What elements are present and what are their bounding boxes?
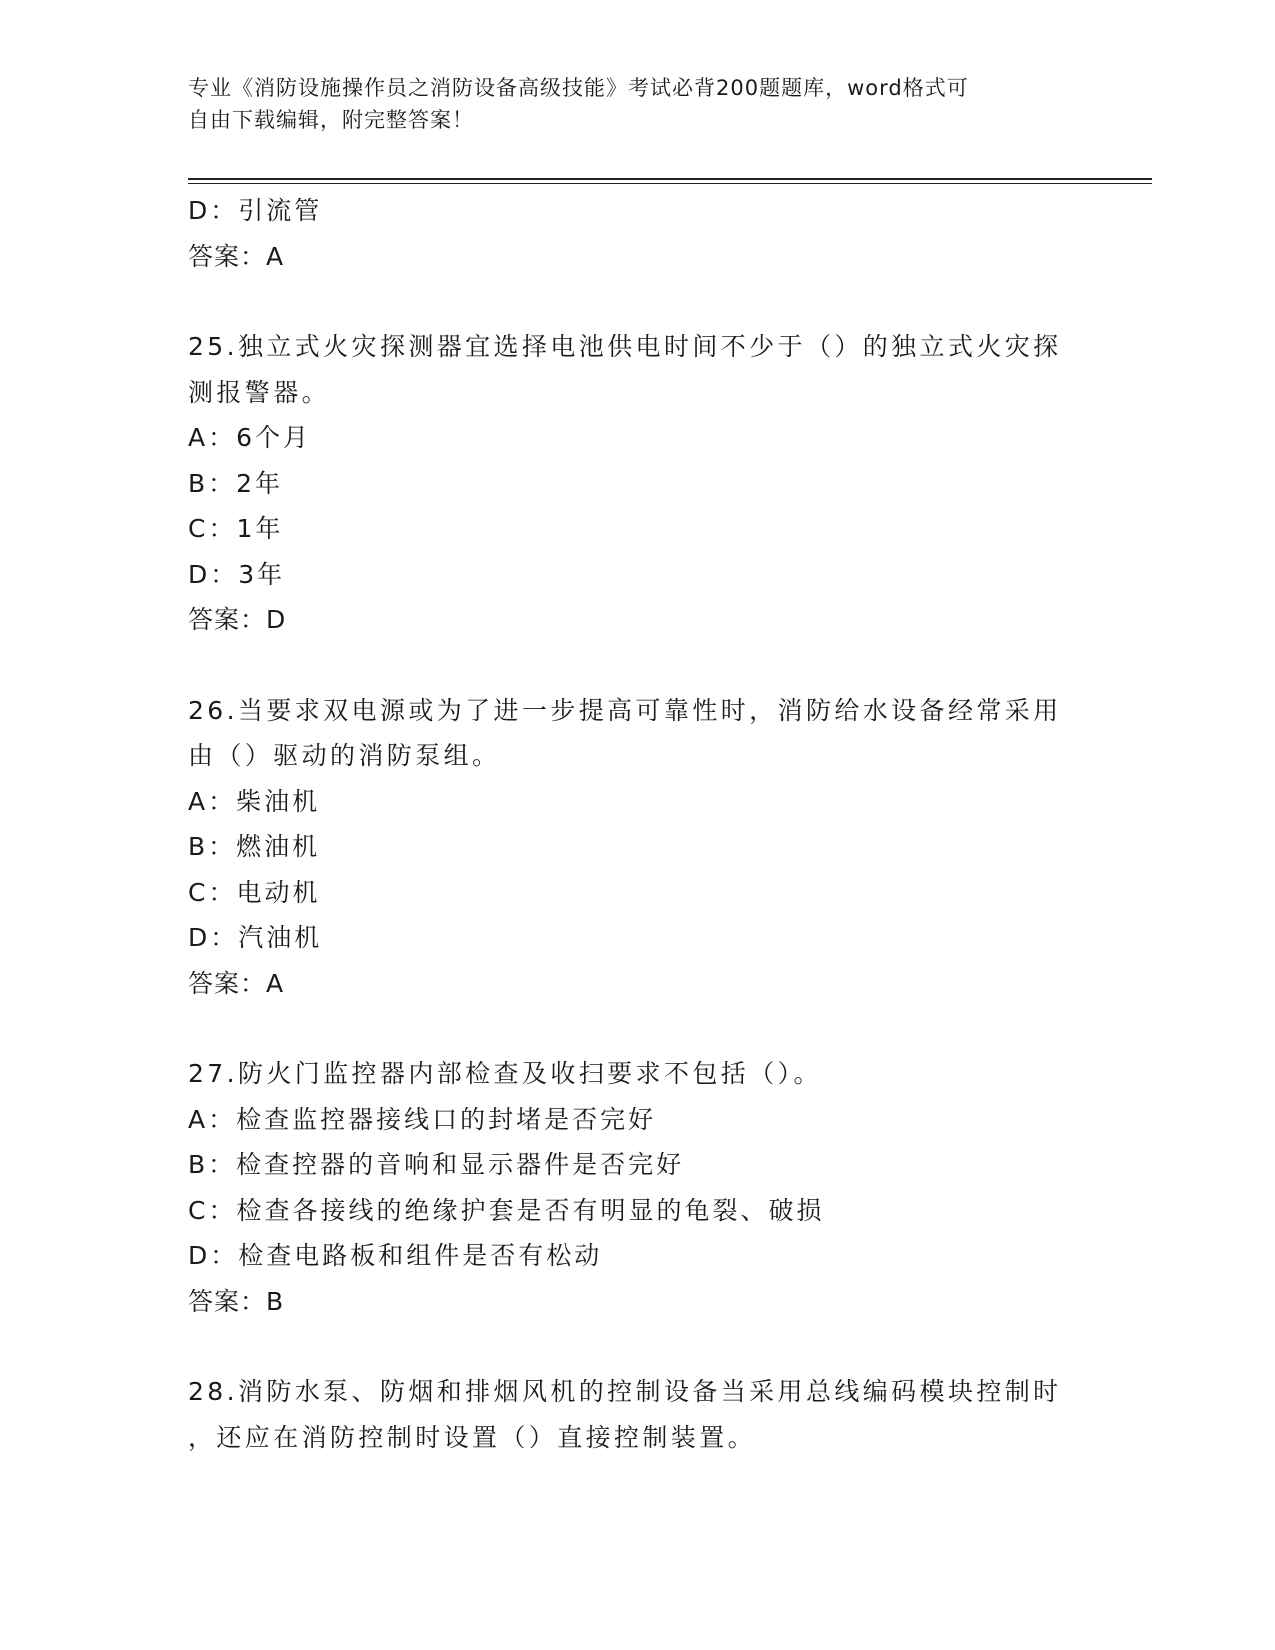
option-a: A：检查监控器接线口的封堵是否完好 [188, 1104, 657, 1134]
option-d: D：汽油机 [188, 923, 323, 952]
question-list [188, 188, 1088, 1460]
option-b: B：燃油机 [188, 832, 321, 861]
answer-line: 答案：A [188, 968, 285, 998]
answer-line: 答案：D [188, 605, 287, 634]
option-c: C：检查各接线的绝缘护套是否有明显的龟裂、破损 [188, 1195, 825, 1225]
option-b: B：检查控器的音响和显示器件是否完好 [188, 1150, 685, 1179]
option-d: D：检查电路板和组件是否有松动 [188, 1241, 603, 1270]
option-c: C：电动机 [188, 877, 321, 907]
answer-line: 答案：A [188, 241, 285, 271]
header-line-2: 自由下载编辑，附完整答案！ [188, 108, 474, 132]
question-stem-line: 27.防火门监控器内部检查及收扫要求不包括（）。 [188, 1059, 822, 1088]
header-divider-thick [188, 178, 1152, 180]
question-stem-line: 由（）驱动的消防泵组。 [188, 741, 501, 770]
option-a: A：柴油机 [188, 786, 321, 816]
question-stem-line: 28.消防水泵、防烟和排烟风机的控制设备当采用总线编码模块控制时 [188, 1377, 1062, 1406]
question-stem-line: 25.独立式火灾探测器宜选择电池供电时间不少于（）的独立式火灾探 [188, 332, 1062, 361]
option-a: A：6个月 [188, 423, 312, 452]
spacer [188, 279, 1088, 324]
header-divider-thin [188, 183, 1152, 184]
answer-line: 答案：B [188, 1286, 285, 1316]
option-d: D：3年 [188, 559, 286, 589]
question-26 [188, 688, 1088, 1007]
page-header [188, 72, 1068, 136]
option-b: B：2年 [188, 468, 284, 498]
option-c: C：1年 [188, 514, 284, 543]
header-line-1: 专业《消防设施操作员之消防设备高级技能》考试必背200题题库，word格式可 [188, 76, 969, 100]
question-fragment [188, 188, 1088, 279]
spacer [188, 643, 1088, 688]
option-d: D：引流管 [188, 196, 323, 225]
question-stem-line: ，还应在消防控制时设置（）直接控制装置。 [188, 1422, 757, 1452]
question-stem-line: 测报警器。 [188, 377, 331, 407]
question-25 [188, 324, 1088, 643]
spacer [188, 1006, 1088, 1051]
question-27 [188, 1051, 1088, 1324]
question-stem-line: 26.当要求双电源或为了进一步提高可靠性时，消防给水设备经常采用 [188, 695, 1062, 725]
question-28 [188, 1369, 1088, 1460]
spacer [188, 1324, 1088, 1369]
